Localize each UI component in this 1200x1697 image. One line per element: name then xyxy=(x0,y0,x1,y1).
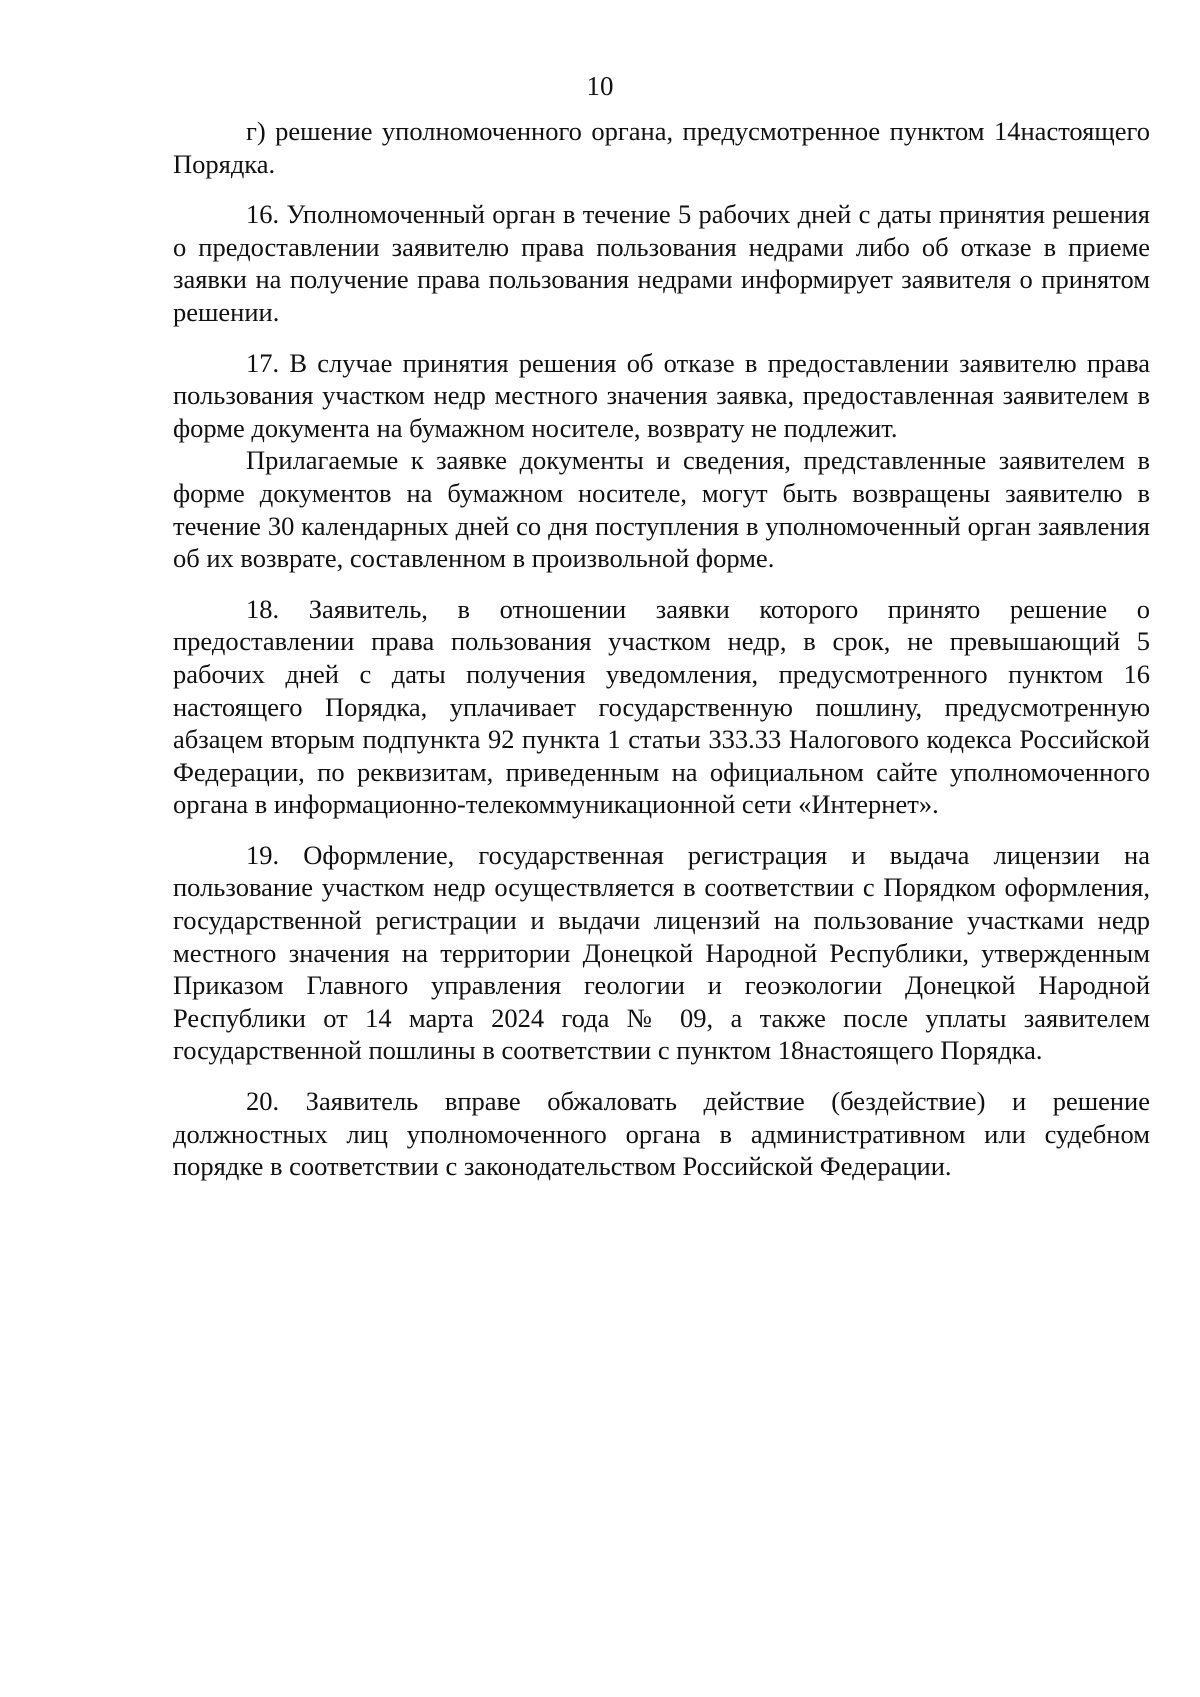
document-body xyxy=(173,115,1150,1183)
paragraph-17: 17. В случае принятия решения об отказе в предоставлении заявителю права пользования участком недр местного значения заявка, предоставленная заявителем в форме документа на бумажном носителе, возврату не подлежит. xyxy=(173,347,1150,443)
paragraph-19: 19. Оформление, государственная регистрация и выдача лицензии на пользование участком недр осуществляется в соответствии с Порядком оформления, государственной регистрации и выдачи лицензий на пользование участками недр местного значения на территории Донецкой Народной Республики, утвержденным Приказом Главного управления геологии и геоэкологии Донецкой Народной Республики от 14 марта 2024 года № 09, а также после уплаты заявителем государственной пошлины в соответствии с пунктом 18настоящего Порядка. xyxy=(173,839,1150,1066)
page-number: 10 xyxy=(586,71,614,101)
paragraph-17-continuation: Прилагаемые к заявке документы и сведения, представленные заявителем в форме документов на бумажном носителе, могут быть возвращены заявителю в течение 30 календарных дней со дня поступления в уполномоченный орган заявления об их возврате, составленном в произвольной форме. xyxy=(173,445,1150,574)
paragraph-18: 18. Заявитель, в отношении заявки которого принято решение о предоставлении права пользования участком недр, в срок, не превышающий 5 рабочих дней с даты получения уведомления, предусмотренного пунктом 16 настоящего Порядка, уплачивает государственную пошлину, предусмотренную абзацем вторым подпункта 92 пункта 1 статьи 333.33 Налогового кодекса Российской Федерации, по реквизитам, приведенным на официальном сайте уполномоченного органа в информационно-телекоммуникационной сети «Интернет». xyxy=(173,593,1150,820)
paragraph-16: 16. Уполномоченный орган в течение 5 рабочих дней с даты принятия решения о предоставлении заявителю права пользования недрами либо об отказе в приеме заявки на получение права пользования недрами информирует заявителя о принятом решении. xyxy=(173,199,1150,327)
paragraph-15g: г) решение уполномоченного органа, предусмотренное пунктом 14настоящего Порядка. xyxy=(173,116,1150,179)
paragraph-20: 20. Заявитель вправе обжаловать действие (бездействие) и решение должностных лиц уполномоченного органа в административном или судебном порядке в соответствии с законодательством Российской Федерации. xyxy=(173,1086,1150,1182)
